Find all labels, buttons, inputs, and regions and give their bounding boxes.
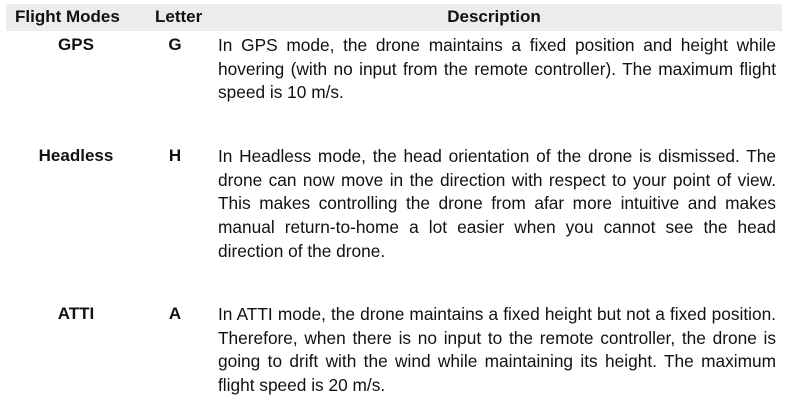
header-description: Description — [447, 7, 541, 26]
mode-name: GPS — [58, 35, 94, 54]
mode-name: ATTI — [57, 304, 95, 323]
header-letter: Letter — [155, 7, 203, 26]
mode-letter: H — [168, 146, 182, 165]
table-header — [6, 4, 782, 31]
mode-description: In GPS mode, the drone maintains a fixed position and height while hovering (with no input from the remote controller). The maximum flight speed is 10 m/s. — [218, 35, 776, 103]
mode-letter: A — [168, 304, 182, 323]
mode-letter: G — [168, 35, 182, 54]
header-flight-modes: Flight Modes — [15, 7, 120, 26]
mode-description: In Headless mode, the head orientation of the drone is dismissed. The drone can now move in the direction with respect to your point of view. This makes controlling the drone from afar more intuitive and makes manual return-to-home a lot easier when you cannot see the head direction of the drone. — [218, 146, 776, 261]
mode-description: In ATTI mode, the drone maintains a fixed height but not a fixed position. Therefore, when there is no input to the remote controller, the drone is going to drift with the wind while maintaining its height. The maximum flight speed is 20 m/s. — [218, 304, 776, 396]
mode-name: Headless — [38, 146, 114, 165]
